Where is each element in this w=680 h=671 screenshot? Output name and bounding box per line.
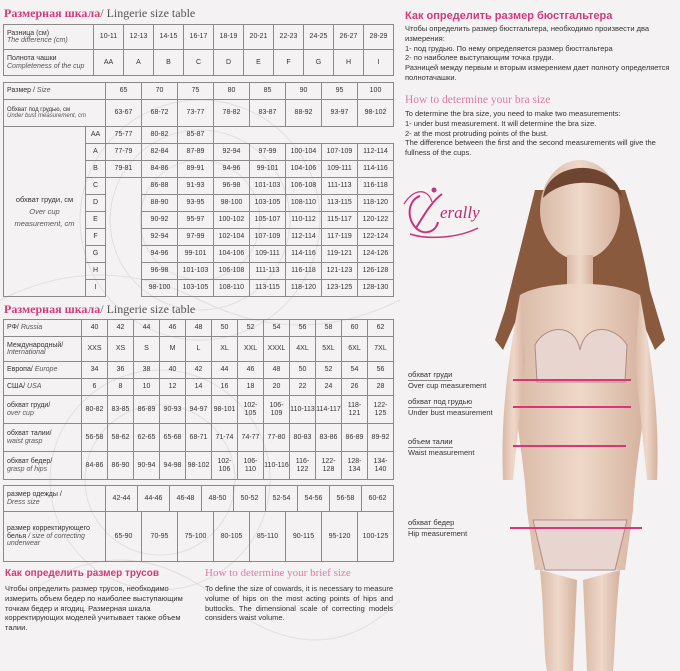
cup-cell: E (244, 50, 274, 76)
under-bust-marker (408, 397, 493, 418)
over-cup-cell: 105-107 (250, 212, 286, 229)
size-value: 98-102 (186, 452, 212, 480)
over-cup-cell: 100-102 (214, 212, 250, 229)
over-cup-cell: 92-94 (214, 144, 250, 161)
bra-intro-en: To determine the bra size, you need to make two measurements: (405, 109, 621, 118)
over-cup-cell: 106-108 (286, 178, 322, 195)
bra-heading-ru: Как определить размер бюстгальтера (405, 10, 613, 22)
over-cup-cell: 100-104 (286, 144, 322, 161)
size-value: 54 (342, 362, 368, 379)
hip-label-en: Hip measurement (408, 529, 468, 539)
row-label: Международный/ International (4, 337, 82, 362)
corrective-size-cell: 75-100 (178, 512, 214, 562)
bra-step2-en: 2- at the most protruding points of the bust. (405, 128, 548, 138)
size-cell: 80 (214, 83, 250, 100)
size-value: 38 (134, 362, 160, 379)
size-value: 90-93 (160, 396, 186, 424)
cup-row-label: D (86, 195, 106, 212)
size-value: 56-58 (82, 424, 108, 452)
size-value: 94-97 (186, 396, 212, 424)
over-cup-cell: 93-95 (178, 195, 214, 212)
size-cell: 100 (358, 83, 394, 100)
over-cup-cell: 114-116 (286, 246, 322, 263)
diff-cell: 12-13 (124, 25, 154, 50)
over-cup-cell: 99-101 (178, 246, 214, 263)
row-label: обхват груди/ over cup (4, 396, 82, 424)
over-cup-cell: 114-116 (358, 161, 394, 178)
size-value: 86-90 (108, 452, 134, 480)
size-value: 84-86 (82, 452, 108, 480)
cup-row-label: F (86, 229, 106, 246)
size-value: 56 (368, 362, 394, 379)
under-bust-cell: 93-97 (322, 100, 358, 127)
size-cell: 85 (250, 83, 286, 100)
size-value: 20 (264, 379, 290, 396)
size-value: 12 (160, 379, 186, 396)
size-value: 94-98 (160, 452, 186, 480)
size-value: 6XL (342, 337, 368, 362)
over-cup-cell: 94-96 (142, 246, 178, 263)
size-value: 40 (82, 320, 108, 337)
over-cup-cell: 95-97 (178, 212, 214, 229)
dress-size-cell: 46-48 (170, 486, 202, 511)
size-value: 128-134 (342, 452, 368, 480)
diff-cell: 22-23 (274, 25, 304, 50)
over-cup-cell: 98-100 (214, 195, 250, 212)
size-value: 116-122 (290, 452, 316, 480)
size-value: 62-65 (134, 424, 160, 452)
over-cup-cell: 84-86 (142, 161, 178, 178)
size-value: 106-110 (238, 452, 264, 480)
size-value: 83-85 (108, 396, 134, 424)
size-value: 46 (238, 362, 264, 379)
clothing-size-table (3, 319, 394, 480)
size-value: 52 (316, 362, 342, 379)
over-cup-cell: 77-79 (106, 144, 142, 161)
size-value: 80-82 (82, 396, 108, 424)
size-value: 52 (238, 320, 264, 337)
waist-label-en: Waist measurement (408, 448, 475, 458)
size-value: 114-117 (316, 396, 342, 424)
size-value: 60 (342, 320, 368, 337)
over-cup-cell: 108-110 (286, 195, 322, 212)
over-cup-cell: 103-105 (178, 280, 214, 297)
under-bust-cell: 98-102 (358, 100, 394, 127)
over-cup-cell: 124-126 (358, 246, 394, 263)
over-cup-cell: 115-117 (322, 212, 358, 229)
under-bust-cell: 83-87 (250, 100, 286, 127)
over-cup-cell: 126-128 (358, 263, 394, 280)
over-cup-cell: 96-98 (214, 178, 250, 195)
size-label: Размер / Size (4, 83, 106, 100)
over-cup-cell: 101-103 (250, 178, 286, 195)
cup-row-label: G (86, 246, 106, 263)
over-cup-cell: 120-122 (358, 212, 394, 229)
under-bust-cell: 88-92 (286, 100, 322, 127)
cup-cell: F (274, 50, 304, 76)
diff-cell: 18-19 (214, 25, 244, 50)
size-value: 83-86 (316, 424, 342, 452)
over-cup-cell: 119-121 (322, 246, 358, 263)
over-cup-cell: 79-81 (106, 161, 142, 178)
over-cup-cell: 118-120 (286, 280, 322, 297)
hip-label-ru: обхват бедер (408, 518, 454, 529)
over-cup-cell: 91-93 (178, 178, 214, 195)
under-bust-cell: 68-72 (142, 100, 178, 127)
over-cup-cell: 103-105 (250, 195, 286, 212)
over-cup-cell: 94-96 (214, 161, 250, 178)
under-bust-label-en: Under bust measurement (408, 408, 493, 418)
size-value: 18 (238, 379, 264, 396)
size-value: 58-62 (108, 424, 134, 452)
dress-size-cell: 52-54 (266, 486, 298, 511)
bra-size-table (3, 82, 394, 297)
under-bust-cell: 63-67 (106, 100, 142, 127)
shapewear-size-table (3, 485, 394, 562)
size-value: 102-106 (212, 452, 238, 480)
brief-text-en: To define the size of cowards, it is necessary to measure volume of hips on the most acting points of hips and buttocks. The dimensional scale of correcting models considers waist volume. (205, 584, 394, 623)
over-cup-label: обхват груди, см Over cup measurement, cm (4, 127, 86, 297)
over-cup-cell: 88-90 (142, 195, 178, 212)
cup-row-label: H (86, 263, 106, 280)
corrective-size-cell: 85-110 (250, 512, 286, 562)
dress-size-cell: 56-58 (330, 486, 362, 511)
size-value: 122-125 (368, 396, 394, 424)
size-value: 71-74 (212, 424, 238, 452)
size-cell: 70 (142, 83, 178, 100)
over-cup-cell: 121-123 (322, 263, 358, 280)
over-cup-cell: 86-88 (142, 178, 178, 195)
over-cup-cell: 96-98 (142, 263, 178, 280)
diff-cell: 28-29 (364, 25, 394, 50)
size-value: 90-94 (134, 452, 160, 480)
over-cup-cell: 87-89 (178, 144, 214, 161)
hip-line (510, 527, 642, 529)
size-value: S (134, 337, 160, 362)
size-value: 42 (108, 320, 134, 337)
size-value: XXS (82, 337, 108, 362)
over-cup-cell: 104-106 (214, 246, 250, 263)
difference-label: Разница (см) The difference (cm) (4, 25, 94, 50)
size-cell: 65 (106, 83, 142, 100)
bra-step2-ru: 2- по наиболее выступающим точка груди. (405, 53, 554, 63)
size-value: XL (212, 337, 238, 362)
corrective-size-cell: 90-115 (286, 512, 322, 562)
size-value: 6 (82, 379, 108, 396)
cup-row-label: B (86, 161, 106, 178)
corrective-size-cell: 70-95 (142, 512, 178, 562)
corrective-size-cell: 100-125 (358, 512, 394, 562)
cup-cell: I (364, 50, 394, 76)
over-cup-cell: 117-119 (322, 229, 358, 246)
size-value: 36 (108, 362, 134, 379)
over-cup-cell: 97-99 (178, 229, 214, 246)
cup-cell: B (154, 50, 184, 76)
model-figure (465, 150, 680, 671)
dress-size-cell: 48-50 (202, 486, 234, 511)
over-cup-cell: 107-109 (250, 229, 286, 246)
over-cup-cell: 116-118 (358, 178, 394, 195)
corrective-size-label: размер корректирующего белья / size of correcting underwear (4, 512, 106, 562)
bra-chart-title: Размерная шкала/ Lingerie size table (4, 6, 196, 20)
over-cup-cell: 112-114 (286, 229, 322, 246)
cup-cell: C (184, 50, 214, 76)
over-cup-cell: 111-113 (322, 178, 358, 195)
size-value: 86-89 (342, 424, 368, 452)
size-value: 102-105 (238, 396, 264, 424)
bra-step3-ru: Разницей между первым и вторым измерением дает полноту определяется полнотачашки. (405, 63, 670, 82)
over-cup-cell: 90-92 (142, 212, 178, 229)
size-value: 56 (290, 320, 316, 337)
size-value: 50 (290, 362, 316, 379)
size-value: 54 (264, 320, 290, 337)
bra-intro-ru: Чтобы определить размер бюстгальтера, необходимо произвести два измерения: (405, 24, 650, 43)
size-value: 65-68 (160, 424, 186, 452)
under-bust-label-ru: обхват под грудью (408, 397, 472, 408)
size-value: 48 (264, 362, 290, 379)
dress-size-cell: 60-62 (368, 494, 387, 502)
diff-cell: 24-25 (304, 25, 334, 50)
over-cup-cell: 85-87 (178, 127, 214, 144)
cup-cell: A (124, 50, 154, 76)
dress-size-cell: 50-52 (234, 486, 266, 511)
over-cup-cell: 106-108 (214, 263, 250, 280)
over-cup-cell: 75-77 (106, 127, 142, 144)
size-value: 110-116 (264, 452, 290, 480)
over-cup-cell: 122-124 (358, 229, 394, 246)
bra-step1-en: 1- under bust measurement. It will determine the bra size. (405, 118, 597, 128)
size-value: 7XL (368, 337, 394, 362)
size-value: 40 (160, 362, 186, 379)
size-value: M (160, 337, 186, 362)
over-cup-cell: 99-101 (250, 161, 286, 178)
cup-cell: D (214, 50, 244, 76)
dress-size-cell: 44-46 (138, 486, 170, 511)
brief-text-ru: Чтобы определить размер трусов, необходимо измерить объем бедер по наиболее выступающим точкам бедер и ягодиц. Размерная шкала корректирующих моделей учитывает также объем талии. (5, 584, 183, 632)
row-label: обхват талии/ waist grasp (4, 424, 82, 452)
size-value: 62 (368, 320, 394, 337)
under-bust-label: Обхват под грудью, см Under bust measurement, cm (4, 100, 106, 127)
over-cup-cell: 118-120 (358, 195, 394, 212)
over-cup-cell: 92-94 (142, 229, 178, 246)
size-value: 106-109 (264, 396, 290, 424)
size-value: 122-128 (316, 452, 342, 480)
dress-size-cell: 54-56 (298, 486, 330, 511)
size-chart-title: Размерная шкала/ Lingerie size table (4, 302, 196, 316)
row-label: РФ/ Russia (4, 320, 82, 337)
size-value: 110-113 (290, 396, 316, 424)
hip-marker (408, 518, 467, 539)
diff-cell: 10-11 (94, 25, 124, 50)
size-value: 44 (134, 320, 160, 337)
over-cup-line (513, 379, 631, 381)
logo-text: erally (440, 203, 480, 222)
over-cup-cell: 128-130 (358, 280, 394, 297)
cup-label: Полнота чашки Completeness of the cup (4, 50, 94, 76)
over-cup-cell: 108-110 (214, 280, 250, 297)
size-value: 26 (342, 379, 368, 396)
brief-heading-en: How to determine your brief size (205, 567, 351, 579)
size-value: XS (108, 337, 134, 362)
over-cup-marker (408, 370, 486, 391)
size-value: 74-77 (238, 424, 264, 452)
size-value: XXXL (264, 337, 290, 362)
cup-row-label: A (86, 144, 106, 161)
diff-cell: 16-17 (184, 25, 214, 50)
size-value: 5XL (316, 337, 342, 362)
size-value: 22 (290, 379, 316, 396)
diff-cell: 14-15 (154, 25, 184, 50)
size-value: 16 (212, 379, 238, 396)
size-value: 48 (186, 320, 212, 337)
size-value: 98-101 (212, 396, 238, 424)
size-value: XXL (238, 337, 264, 362)
size-value: 134-140 (368, 452, 394, 480)
cup-cell: AA (94, 50, 124, 76)
size-value: 8 (108, 379, 134, 396)
size-cell: 90 (286, 83, 322, 100)
cup-row-label: I (86, 280, 106, 297)
over-cup-cell: 82-84 (142, 144, 178, 161)
size-cell: 95 (322, 83, 358, 100)
over-cup-cell: 101-103 (178, 263, 214, 280)
cup-row-label: AA (86, 127, 106, 144)
corrective-size-cell: 95-120 (322, 512, 358, 562)
diff-cell: 26-27 (334, 25, 364, 50)
size-value: 44 (212, 362, 238, 379)
cup-row-label: C (86, 178, 106, 195)
row-label: Европа/ Europe (4, 362, 82, 379)
over-cup-cell: 113-115 (322, 195, 358, 212)
size-value: 89-92 (368, 424, 394, 452)
waist-marker (408, 437, 474, 458)
dress-size-cell: 42-44 (106, 486, 138, 511)
size-value: 118-121 (342, 396, 368, 424)
over-cup-cell: 110-112 (286, 212, 322, 229)
bra-heading-en: How to determine your bra size (405, 94, 551, 106)
size-value: 28 (368, 379, 394, 396)
over-cup-cell: 97-99 (250, 144, 286, 161)
over-cup-cell: 109-111 (322, 161, 358, 178)
over-cup-cell: 104-106 (286, 161, 322, 178)
size-cell: 75 (178, 83, 214, 100)
under-bust-cell: 78-82 (214, 100, 250, 127)
corrective-size-cell: 80-105 (214, 512, 250, 562)
over-cup-cell: 89-91 (178, 161, 214, 178)
over-cup-cell: 113-115 (250, 280, 286, 297)
under-bust-cell: 73-77 (178, 100, 214, 127)
size-value: 86-89 (134, 396, 160, 424)
over-cup-cell: 111-113 (250, 263, 286, 280)
dress-size-label: размер одежды / Dress size (4, 486, 106, 512)
diff-cell: 20-21 (244, 25, 274, 50)
size-value: 24 (316, 379, 342, 396)
size-value: 50 (212, 320, 238, 337)
bra-step3-en: The difference between the first and the second measurements will give the fullness of the cups. (405, 138, 656, 157)
size-value: 68-71 (186, 424, 212, 452)
over-cup-cell: 107-109 (322, 144, 358, 161)
size-value: 14 (186, 379, 212, 396)
over-cup-label-en: Over cup measurement (408, 381, 487, 391)
over-cup-label-ru: обхват груди (408, 370, 452, 381)
corrective-size-cell: 65-90 (106, 512, 142, 562)
size-value: 42 (186, 362, 212, 379)
size-value: 80-83 (290, 424, 316, 452)
over-cup-cell: 102-104 (214, 229, 250, 246)
over-cup-cell: 98-100 (142, 280, 178, 297)
under-bust-line (513, 406, 631, 408)
cup-difference-table (3, 24, 394, 76)
over-cup-cell: 116-118 (286, 263, 322, 280)
waist-label-ru: объем талии (408, 437, 453, 448)
size-value: 34 (82, 362, 108, 379)
bra-step1-ru: 1- под грудью. По нему определяется размер бюстгальтера (405, 43, 613, 53)
cup-row-label: E (86, 212, 106, 229)
size-value: 58 (316, 320, 342, 337)
size-value: 77-80 (264, 424, 290, 452)
size-value: 46 (160, 320, 186, 337)
dress-size-row (106, 486, 393, 511)
over-cup-cell: 112-114 (358, 144, 394, 161)
over-cup-cell: 123-125 (322, 280, 358, 297)
brief-heading-ru: Как определить размер трусов (5, 568, 159, 579)
row-label: обхват бедер/ grasp of hips (4, 452, 82, 480)
size-value: L (186, 337, 212, 362)
bra-text-ru (405, 24, 675, 83)
cup-cell: G (304, 50, 334, 76)
over-cup-cell: 80-82 (142, 127, 178, 144)
row-label: США/ USA (4, 379, 82, 396)
over-cup-cell: 109-111 (250, 246, 286, 263)
waist-line (513, 445, 626, 447)
cup-cell: H (334, 50, 364, 76)
size-value: 10 (134, 379, 160, 396)
size-value: 4XL (290, 337, 316, 362)
